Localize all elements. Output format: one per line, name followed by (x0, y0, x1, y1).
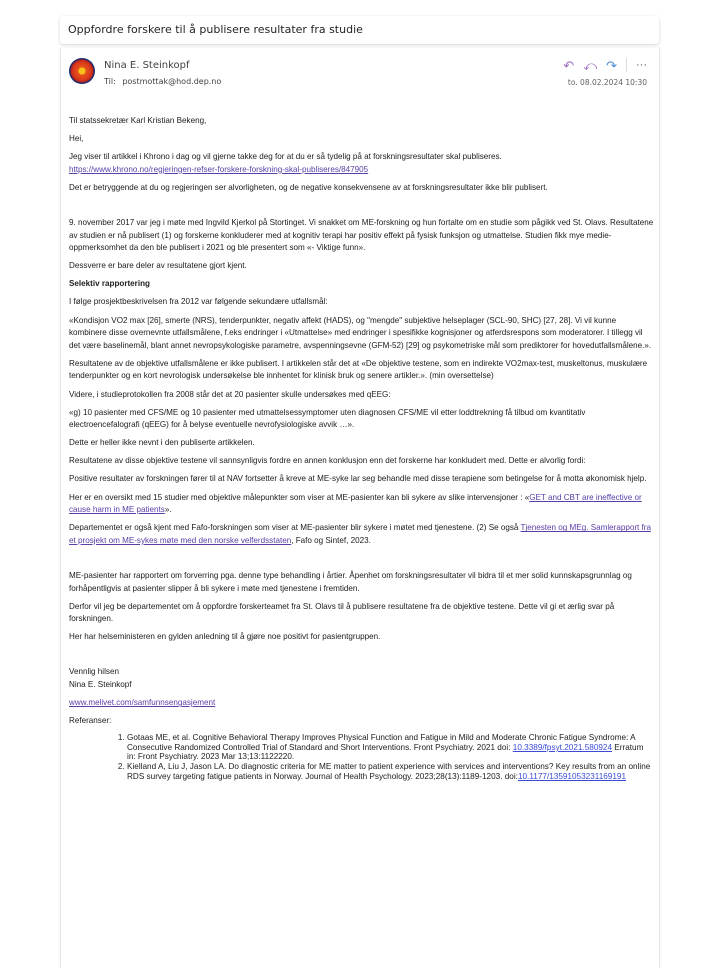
khrono-link[interactable]: https://www.khrono.no/regjeringen-refser-forskere-forskning-skal-publiseres/847905 (69, 164, 369, 174)
reference-text: Erratum in: Front Psychiatry. 2023 Mar 13;13:1122220. (127, 742, 644, 762)
signature-name: Nina E. Steinkopf (69, 680, 132, 689)
reference-item (127, 762, 654, 781)
paragraph-text: Her er en oversikt med 15 studier med objektive målepunkter som viser at ME-pasienter kan bli sykere av slike intervensjoner : « (69, 492, 530, 502)
paragraph: I følge prosjektbeskrivelsen fra 2012 var følgende sekundære utfallsmål: (69, 297, 328, 307)
reply-icon[interactable]: ↶ (563, 57, 575, 73)
paragraph (69, 522, 654, 547)
section-heading (69, 278, 654, 291)
paragraph-text: , Fafo og Sintef, 2023. (291, 535, 371, 545)
paragraph: Her har helseministeren en gylden anledning til å gjøre noe positivt for pasientgruppen. (69, 632, 381, 642)
paragraph-text: Departementet er også kjent med Fafo-forskningen som viser at ME-pasienter blir sykere i møtet med tjenestene. (2) Se også (69, 523, 521, 533)
avatar[interactable] (69, 58, 95, 84)
paragraph: Resultatene av de objektive utfallsmålene er ikke publisert. I artikkelen står det at «De objektive testene, som en indirekte VO2max-test, muskeltonus, muskulære tenderpunkter og en kort nevrologisk undersøkelse ble innhentet for klinisk bruk og senere artikler.». (min oversettelse) (69, 358, 648, 381)
paragraph: Dette er heller ikke nevnt i den publiserte artikkelen. (69, 438, 255, 448)
paragraph: ME-pasienter har rapportert om forverring pga. denne type behandling i årtier. Åpenhet om forskningsresultater vil bidra til et mer solid kunnskapsgrunnlag og forhåpentligvis at pasienter slipper å bli sykere i møte med tjenestene i fremtiden. (69, 570, 632, 593)
greeting: Hei, (69, 134, 84, 144)
paragraph: 9. november 2017 var jeg i møte med Ingvild Kjerkol på Stortinget. Vi snakket om ME-forskning og hun fortalte om en studie som pågikk ved St. Olavs. Resultatene av studien er nå publisert (1) og forskerne konkluderer med at kognitiv terapi har positiv effekt på fysisk funksjon og utmattelse. Studien fikk mye medie-oppmerksomhet da den ble publisert i 2021 og ble presentert som «- Viktige funn». (69, 217, 654, 253)
paragraph: Derfor vil jeg be departementet om å oppfordre forskerteamet fra St. Olavs til å publisere resultatene fra de objektive testene. Dette vil gi et ærlig svar på forskningen. (69, 601, 615, 624)
heading-text: Selektiv rapportering (69, 279, 150, 289)
quote: «Kondisjon VO2 max [26], smerte (NRS), tenderpunkter, negativ affekt (HADS), og "mengde" subjektive helseplager (SCL-90, SHC) [27, 28]. Vi vil kunne kombinere disse overnevnte utfallsmålene, f.eks endringer i «Utmattelse» med endringer i spesifikke kognisjoner og atferdsrespons som moderatorer. I tillegg vil det være baselinemål, blant annet nevropsykologiske parametre, avspenningsevne (GFM-52) [29] og psykometriske mål som prediktorer for hovedutfallsmålene.». (69, 315, 652, 350)
get-cbt-link[interactable]: GET and CBT are ineffective or cause harm in ME patients (69, 492, 642, 515)
to-label: Til: (104, 77, 116, 86)
email-body (69, 115, 654, 781)
message-actions (563, 58, 647, 72)
reply-all-icon[interactable]: ⤺ (583, 57, 598, 73)
signature-block (69, 666, 654, 691)
email-subject: Oppfordre forskere til å publisere resultater fra studie (68, 23, 363, 36)
email-message (60, 48, 660, 968)
closing: Vennlig hilsen (69, 667, 119, 677)
salutation: Til statssekretær Karl Kristian Bekeng, (69, 116, 207, 125)
paragraph: Dessverre er bare deler av resultatene gjort kjent. (69, 261, 247, 271)
paragraph-text: ». (164, 505, 172, 515)
paragraph (69, 151, 654, 176)
fafo-report-link[interactable]: Tjenesten og MEg. Samlerapport fra et prosjekt om ME-sykes møte med den norske velferdsstaten (69, 523, 651, 545)
reference-text: Gotaas ME, et al. Cognitive Behavioral Therapy Improves Physical Function and Fatigue in Mild and Moderate Chronic Fatigue Syndrome: A Consecutive Randomized Controlled Trial of Standard and Short Interventions. Front Psychiatry. 2021 doi: (127, 733, 636, 752)
paragraph: Videre, i studieprotokollen fra 2008 står det at 20 pasienter skulle undersøkes med qEEG: (69, 389, 391, 399)
doi-link[interactable]: 10.1177/13591053231169191 (517, 771, 627, 781)
subject-header (60, 16, 659, 44)
recipient-address[interactable]: postmottak@hod.dep.no (122, 77, 222, 86)
more-options-icon[interactable]: ··· (636, 58, 647, 71)
paragraph: Positive resultater av forskningen fører til at NAV fortsetter å kreve at ME-syke lar seg behandle med disse terapiene som betingelse for å motta økonomisk hjelp. (69, 474, 647, 484)
website-link[interactable]: www.melivet.com/samfunnsengasjement (69, 698, 216, 708)
references-list (69, 733, 654, 781)
website-row (69, 697, 654, 710)
recipient-row (104, 77, 221, 86)
doi-link[interactable]: 10.3389/fpsyt.2021.580924 (512, 742, 613, 752)
paragraph-text: Jeg viser til artikkel i Khrono i dag og vil gjerne takke deg for at du er så tydelig på at forskningsresultater skal publiseres. (69, 152, 502, 162)
sender-name[interactable]: Nina E. Steinkopf (104, 60, 190, 71)
reference-text: Kielland A, Liu J, Jason LA. Do diagnostic criteria for ME matter to patient experience with services and interventions? Key results from an online RDS survey targeting fatigue patients in Norway. Journal of Health Psychology. 2023;28(13):1189-1203. doi: (127, 762, 651, 781)
divider (626, 58, 627, 72)
reference-item (127, 733, 654, 762)
paragraph: Det er betryggende at du og regjeringen ser alvorligheten, og de negative konsekvensene av at forskningsresultater ikke blir publisert. (69, 182, 548, 192)
sent-date: to. 08.02.2024 10:30 (567, 78, 647, 87)
quote: «g) 10 pasienter med CFS/ME og 10 pasienter med utmattelsessymptomer uten diagnosen CFS/ME vil etter loddtrekning få tilbud om kvantitativ electroencefalografi (qEEG) for å belyse eventuelle nevrofysiologiske avvik …». (69, 407, 586, 430)
paragraph: Resultatene av disse objektive testene vil sannsynligvis fordre en annen konklusjon enn det forskerne har konkludert med. Dette er alvorlig fordi: (69, 456, 586, 466)
forward-icon[interactable]: ↷ (606, 57, 617, 73)
references-title: Referanser: (69, 716, 112, 726)
paragraph (69, 492, 654, 517)
